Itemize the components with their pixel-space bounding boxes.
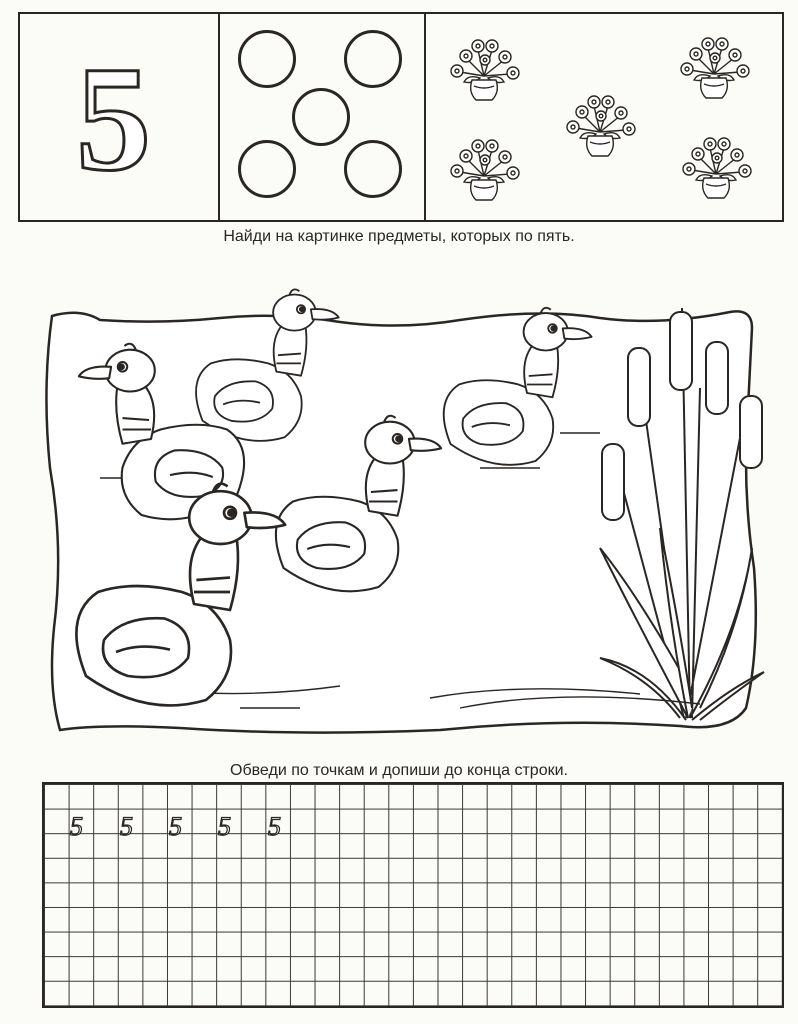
circle <box>292 88 350 146</box>
traced-digit: 5 <box>120 812 133 841</box>
ducks-and-cattails-illustration <box>40 268 774 734</box>
pond-scene <box>40 268 774 734</box>
circle <box>238 30 296 88</box>
flowers-cell <box>424 14 782 220</box>
circles-cell <box>218 14 426 220</box>
traced-digit: 5 <box>218 812 231 841</box>
number-panel <box>18 12 784 222</box>
writing-grid[interactable] <box>42 782 784 1008</box>
circle <box>344 30 402 88</box>
find-objects-instruction: Найди на картинке предметы, которых по пять. <box>223 228 575 245</box>
big-digit: 5 <box>76 36 151 202</box>
traced-digit: 5 <box>70 812 83 841</box>
digit-cell <box>20 14 220 220</box>
flower-pots-illustration <box>424 14 782 220</box>
circle <box>344 140 402 198</box>
traced-digit: 5 <box>268 812 281 841</box>
trace-instruction: Обведи по точкам и допиши до конца строки. <box>230 762 568 779</box>
traced-digit: 5 <box>169 812 182 841</box>
circle <box>238 140 296 198</box>
